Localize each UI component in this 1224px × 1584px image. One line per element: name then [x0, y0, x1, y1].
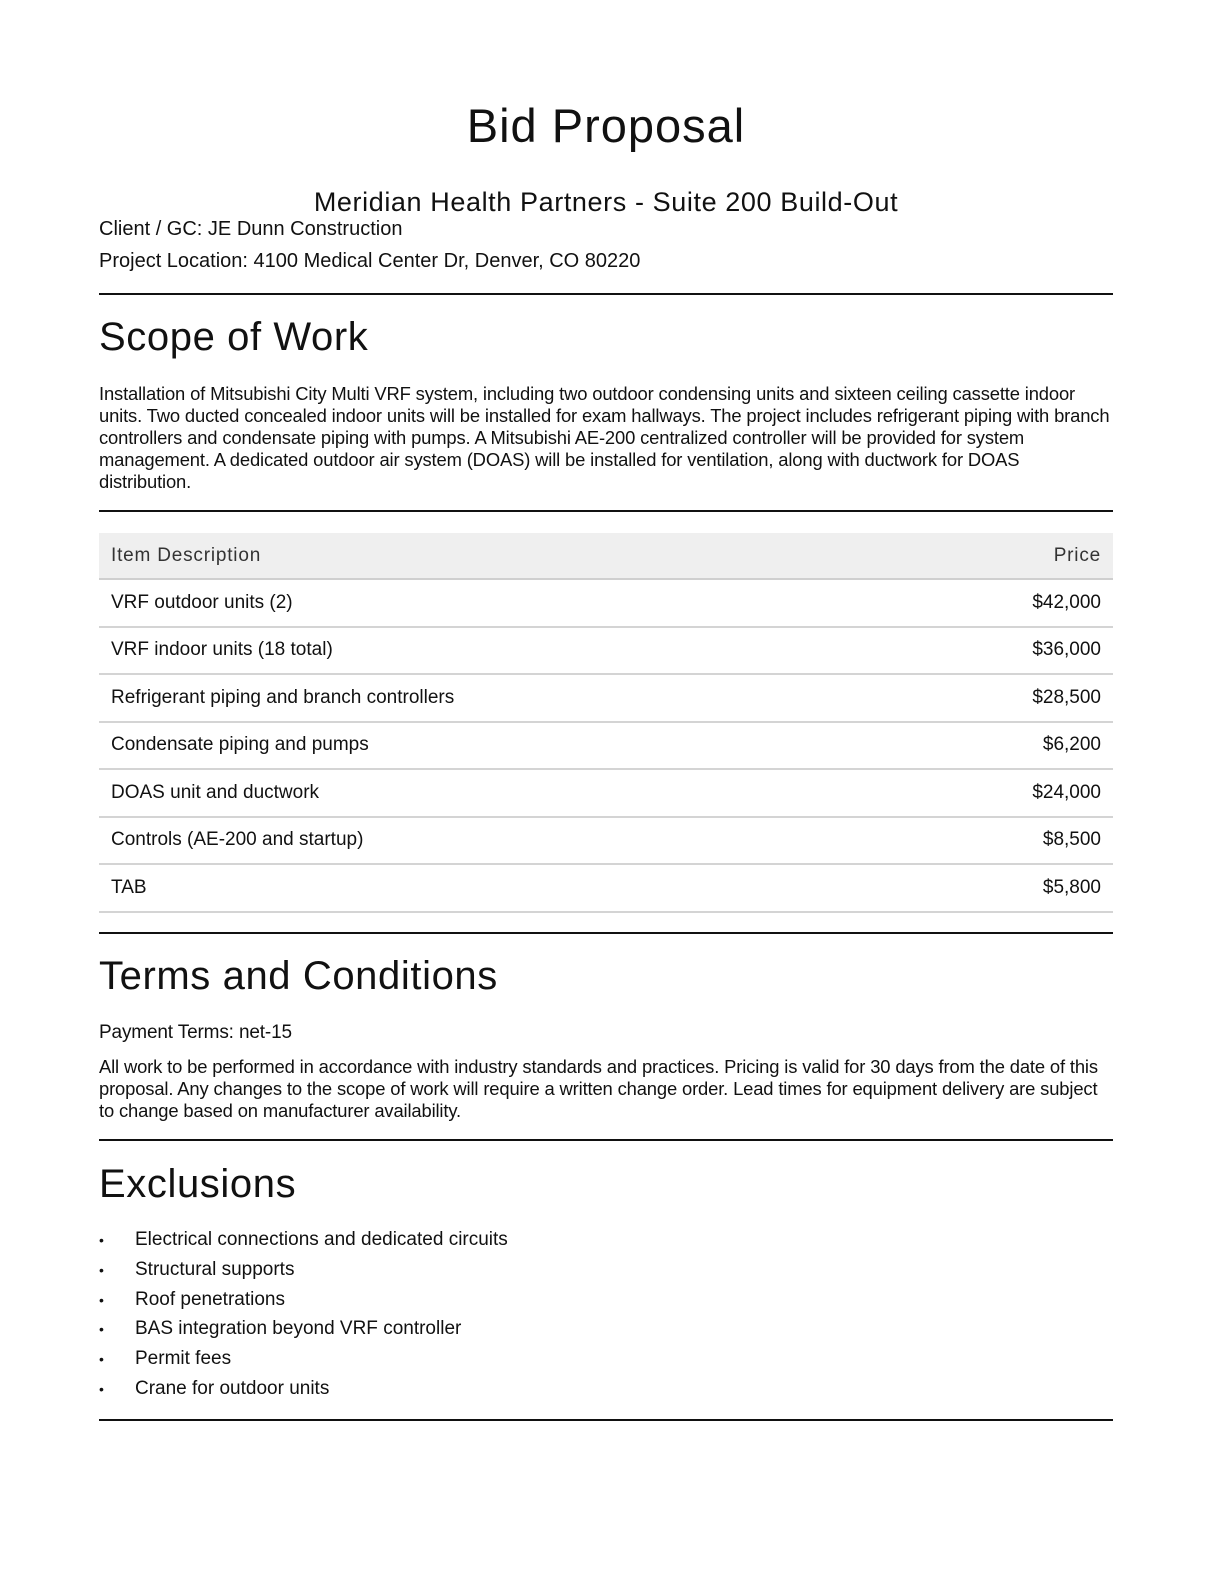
item-description: Condensate piping and pumps: [99, 722, 909, 770]
item-description: Refrigerant piping and branch controllers: [99, 674, 909, 722]
column-header-price: Price: [909, 533, 1113, 579]
table-row: [99, 769, 1113, 817]
item-price: $6,200: [909, 722, 1113, 770]
section-divider: [99, 1139, 1113, 1141]
bullet-icon: •: [99, 1261, 104, 1278]
item-price: $8,500: [909, 817, 1113, 865]
terms-heading: Terms and Conditions: [99, 954, 498, 998]
bullet-icon: •: [99, 1351, 104, 1368]
item-description: TAB: [99, 864, 909, 912]
bullet-icon: •: [99, 1380, 104, 1397]
list-item: [99, 1347, 508, 1377]
list-item: [99, 1317, 508, 1347]
document-title: Bid Proposal: [466, 99, 746, 152]
item-price: $42,000: [909, 579, 1113, 627]
exclusion-text: Crane for outdoor units: [135, 1377, 330, 1399]
section-divider: [99, 932, 1113, 934]
section-divider: [99, 293, 1113, 295]
table-row: [99, 864, 1113, 912]
section-divider: [99, 1419, 1113, 1421]
scope-heading: Scope of Work: [99, 315, 369, 359]
item-price: $28,500: [909, 674, 1113, 722]
exclusion-text: BAS integration beyond VRF controller: [135, 1318, 462, 1340]
exclusion-text: Electrical connections and dedicated circuits: [135, 1229, 508, 1250]
list-item: [99, 1377, 508, 1407]
exclusion-text: Permit fees: [135, 1348, 232, 1370]
table-header-row: [99, 533, 1113, 579]
table-row: [99, 627, 1113, 675]
item-description: VRF outdoor units (2): [99, 579, 909, 627]
scope-text: Installation of Mitsubishi City Multi VRF system, including two outdoor condensing units and sixteen ceiling cassette indoor units. Two ducted concealed indoor units will be installed for exam hallways. The project includes refrigerant piping with branch controllers and condensate piping with pumps. A Mitsubishi AE-200 centralized controller will be provided for system management. A dedicated outdoor air system (DOAS) will be installed for ventilation, along with ductwork for DOAS distribution.: [99, 383, 1110, 492]
terms-text: All work to be performed in accordance with industry standards and practices. Pricing is valid for 30 days from the date of this proposal. Any changes to the scope of work will require a written change order. Lead times for equipment delivery are subject to change based on manufacturer availability.: [99, 1056, 1098, 1121]
exclusion-text: Structural supports: [135, 1258, 295, 1280]
bullet-icon: •: [99, 1321, 104, 1338]
client-info: Client / GC: JE Dunn Construction: [99, 218, 403, 240]
list-item: [99, 1228, 508, 1258]
project-name: Meridian Health Partners - Suite 200 Build-Out: [313, 187, 899, 217]
item-price: $24,000: [909, 769, 1113, 817]
exclusions-heading: Exclusions: [99, 1162, 297, 1206]
payment-terms: Payment Terms: net-15: [99, 1022, 292, 1043]
table-row: [99, 674, 1113, 722]
item-description: VRF indoor units (18 total): [99, 627, 909, 675]
bullet-icon: •: [99, 1232, 104, 1248]
list-item: [99, 1258, 508, 1288]
column-header-description: Item Description: [99, 533, 909, 579]
exclusions-list: [99, 1228, 508, 1407]
item-price: $5,800: [909, 864, 1113, 912]
item-price: $36,000: [909, 627, 1113, 675]
pricing-table: [99, 533, 1113, 913]
section-divider: [99, 510, 1113, 512]
project-location: Project Location: 4100 Medical Center Dr, Denver, CO 80220: [99, 250, 641, 272]
exclusion-text: Roof penetrations: [135, 1288, 285, 1310]
item-description: DOAS unit and ductwork: [99, 769, 909, 817]
table-row: [99, 722, 1113, 770]
bullet-icon: •: [99, 1291, 104, 1308]
table-row: [99, 579, 1113, 627]
list-item: [99, 1288, 508, 1318]
table-row: [99, 817, 1113, 865]
item-description: Controls (AE-200 and startup): [99, 817, 909, 865]
